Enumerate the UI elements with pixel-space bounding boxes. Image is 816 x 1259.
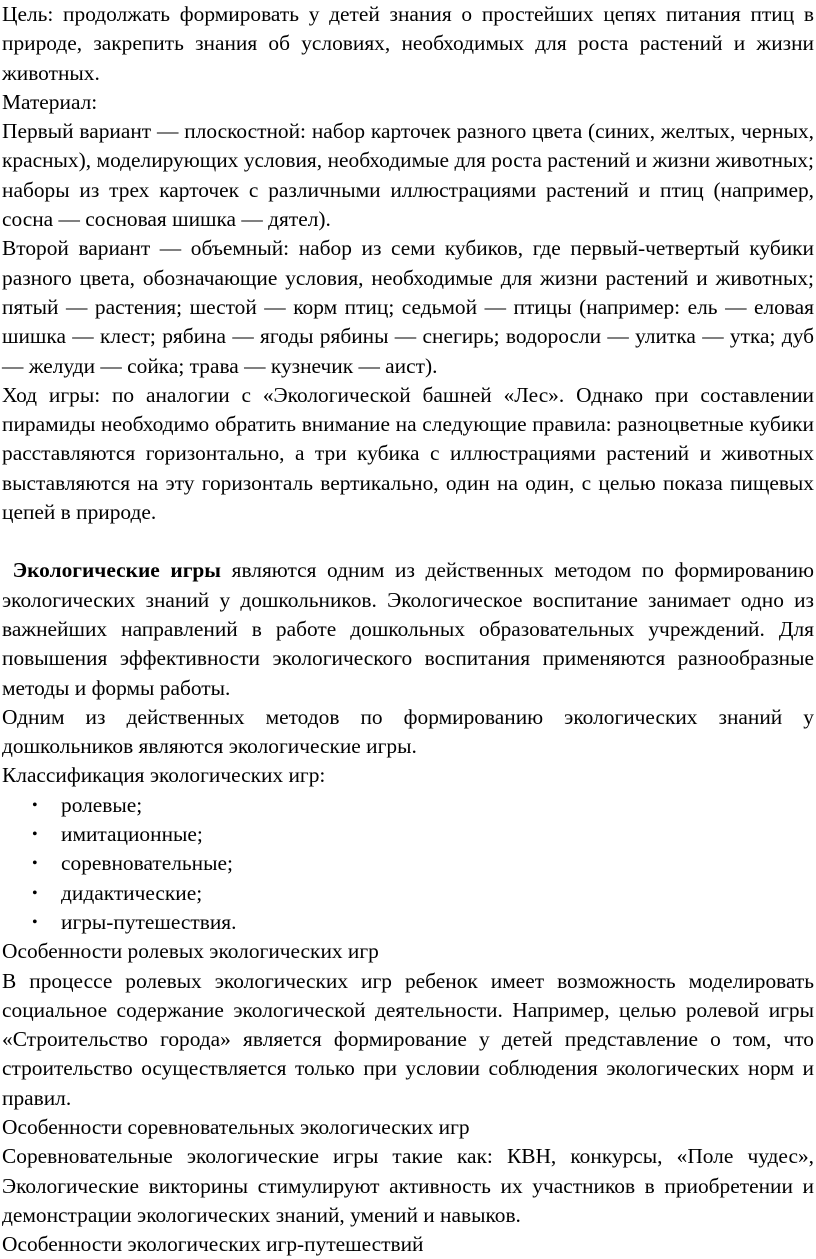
game-process-paragraph: Ход игры: по аналогии с «Экологической башней «Лес». Однако при составлении пирамиды необходимо обратить внимание на следующие правила: разноцветные кубики расставляются горизонтально, а три кубика с иллюстрациями растений и животных выставляются на эту горизонталь вертикально, один на один, с целью показа пищевых цепей в природе.: [2, 382, 814, 525]
list-item-text: соревновательные;: [61, 851, 233, 876]
eco-intro-text: являются одним из действенных методом по формированию экологических знаний у дошкольников. Экологическое воспитание занимает одно из важнейших направлений в работе дошкольных образовательных учреждений. Для повышения эффективности экологического воспитания применяются разнообразные методы и формы работы.: [2, 558, 814, 700]
bullet-icon: •: [32, 826, 38, 844]
variant-two-paragraph: Второй вариант — объемный: набор из семи кубиков, где первый-четвертый кубики разного цвета, обозначающие условия, необходимые для жизни растений и животных; пятый — растения; шестой — корм птиц; седьмой — птицы (например: ель — еловая шишка — клест; рябина — ягоды рябины — снегирь; водоросли — улитка — утка; дуб — желуди — сойка; трава — кузнечик — аист).: [2, 236, 814, 378]
role-games-paragraph: В процессе ролевых экологических игр ребенок имеет возможность моделировать социальное содержание экологической деятельности. Например, целью ролевой игры «Строительство города» является формирование у детей представление о том, что строительство осуществляется только при условии соблюдения экологических норм и правил.: [2, 968, 814, 1110]
list-item: [32, 791, 814, 820]
list-item-text: игры-путешествия.: [61, 909, 237, 934]
travel-games-heading: Особенности экологических игр-путешествий: [2, 1232, 424, 1257]
bullet-icon: •: [32, 855, 38, 873]
competitive-games-paragraph: Соревновательные экологические игры такие как: КВН, конкурсы, «Поле чудес», Экологические викторины стимулируют активность их участников в приобретении и демонстрации экологических знаний, умений и навыков.: [2, 1144, 814, 1227]
bullet-icon: •: [32, 913, 38, 931]
bullet-icon: •: [32, 796, 38, 814]
methods-paragraph: Одним из действенных методов по формированию экологических знаний у дошкольников являются экологические игры.: [2, 704, 814, 759]
list-item-text: ролевые;: [61, 792, 143, 817]
list-item-text: дидактические;: [61, 880, 203, 905]
bullet-icon: •: [32, 884, 38, 902]
paragraph-gap: [2, 527, 814, 556]
list-item-text: имитационные;: [61, 822, 203, 847]
list-item: [32, 879, 814, 908]
list-item: [32, 820, 814, 849]
list-item: [32, 849, 814, 878]
classification-list: [2, 791, 814, 937]
classification-heading: Классификация экологических игр:: [2, 763, 326, 788]
competitive-games-heading: Особенности соревновательных экологических игр: [2, 1114, 470, 1139]
material-heading: Материал:: [2, 89, 98, 114]
list-item: [32, 908, 814, 937]
goal-paragraph: Цель: продолжать формировать у детей знания о простейших цепях питания птиц в природе, закрепить знания об условиях, необходимых для роста растений и жизни животных.: [2, 2, 814, 85]
role-games-heading: Особенности ролевых экологических игр: [2, 939, 379, 964]
eco-games-term: Экологические игры: [12, 558, 222, 583]
variant-one-paragraph: Первый вариант — плоскостной: набор карточек разного цвета (синих, желтых, черных, красных), моделирующих условия, необходимые для роста растений и жизни животных; наборы из трех карточек с различными иллюстрациями растений и птиц (например, сосна — сосновая шишка — дятел).: [2, 119, 814, 232]
eco-intro-paragraph: [2, 556, 814, 702]
